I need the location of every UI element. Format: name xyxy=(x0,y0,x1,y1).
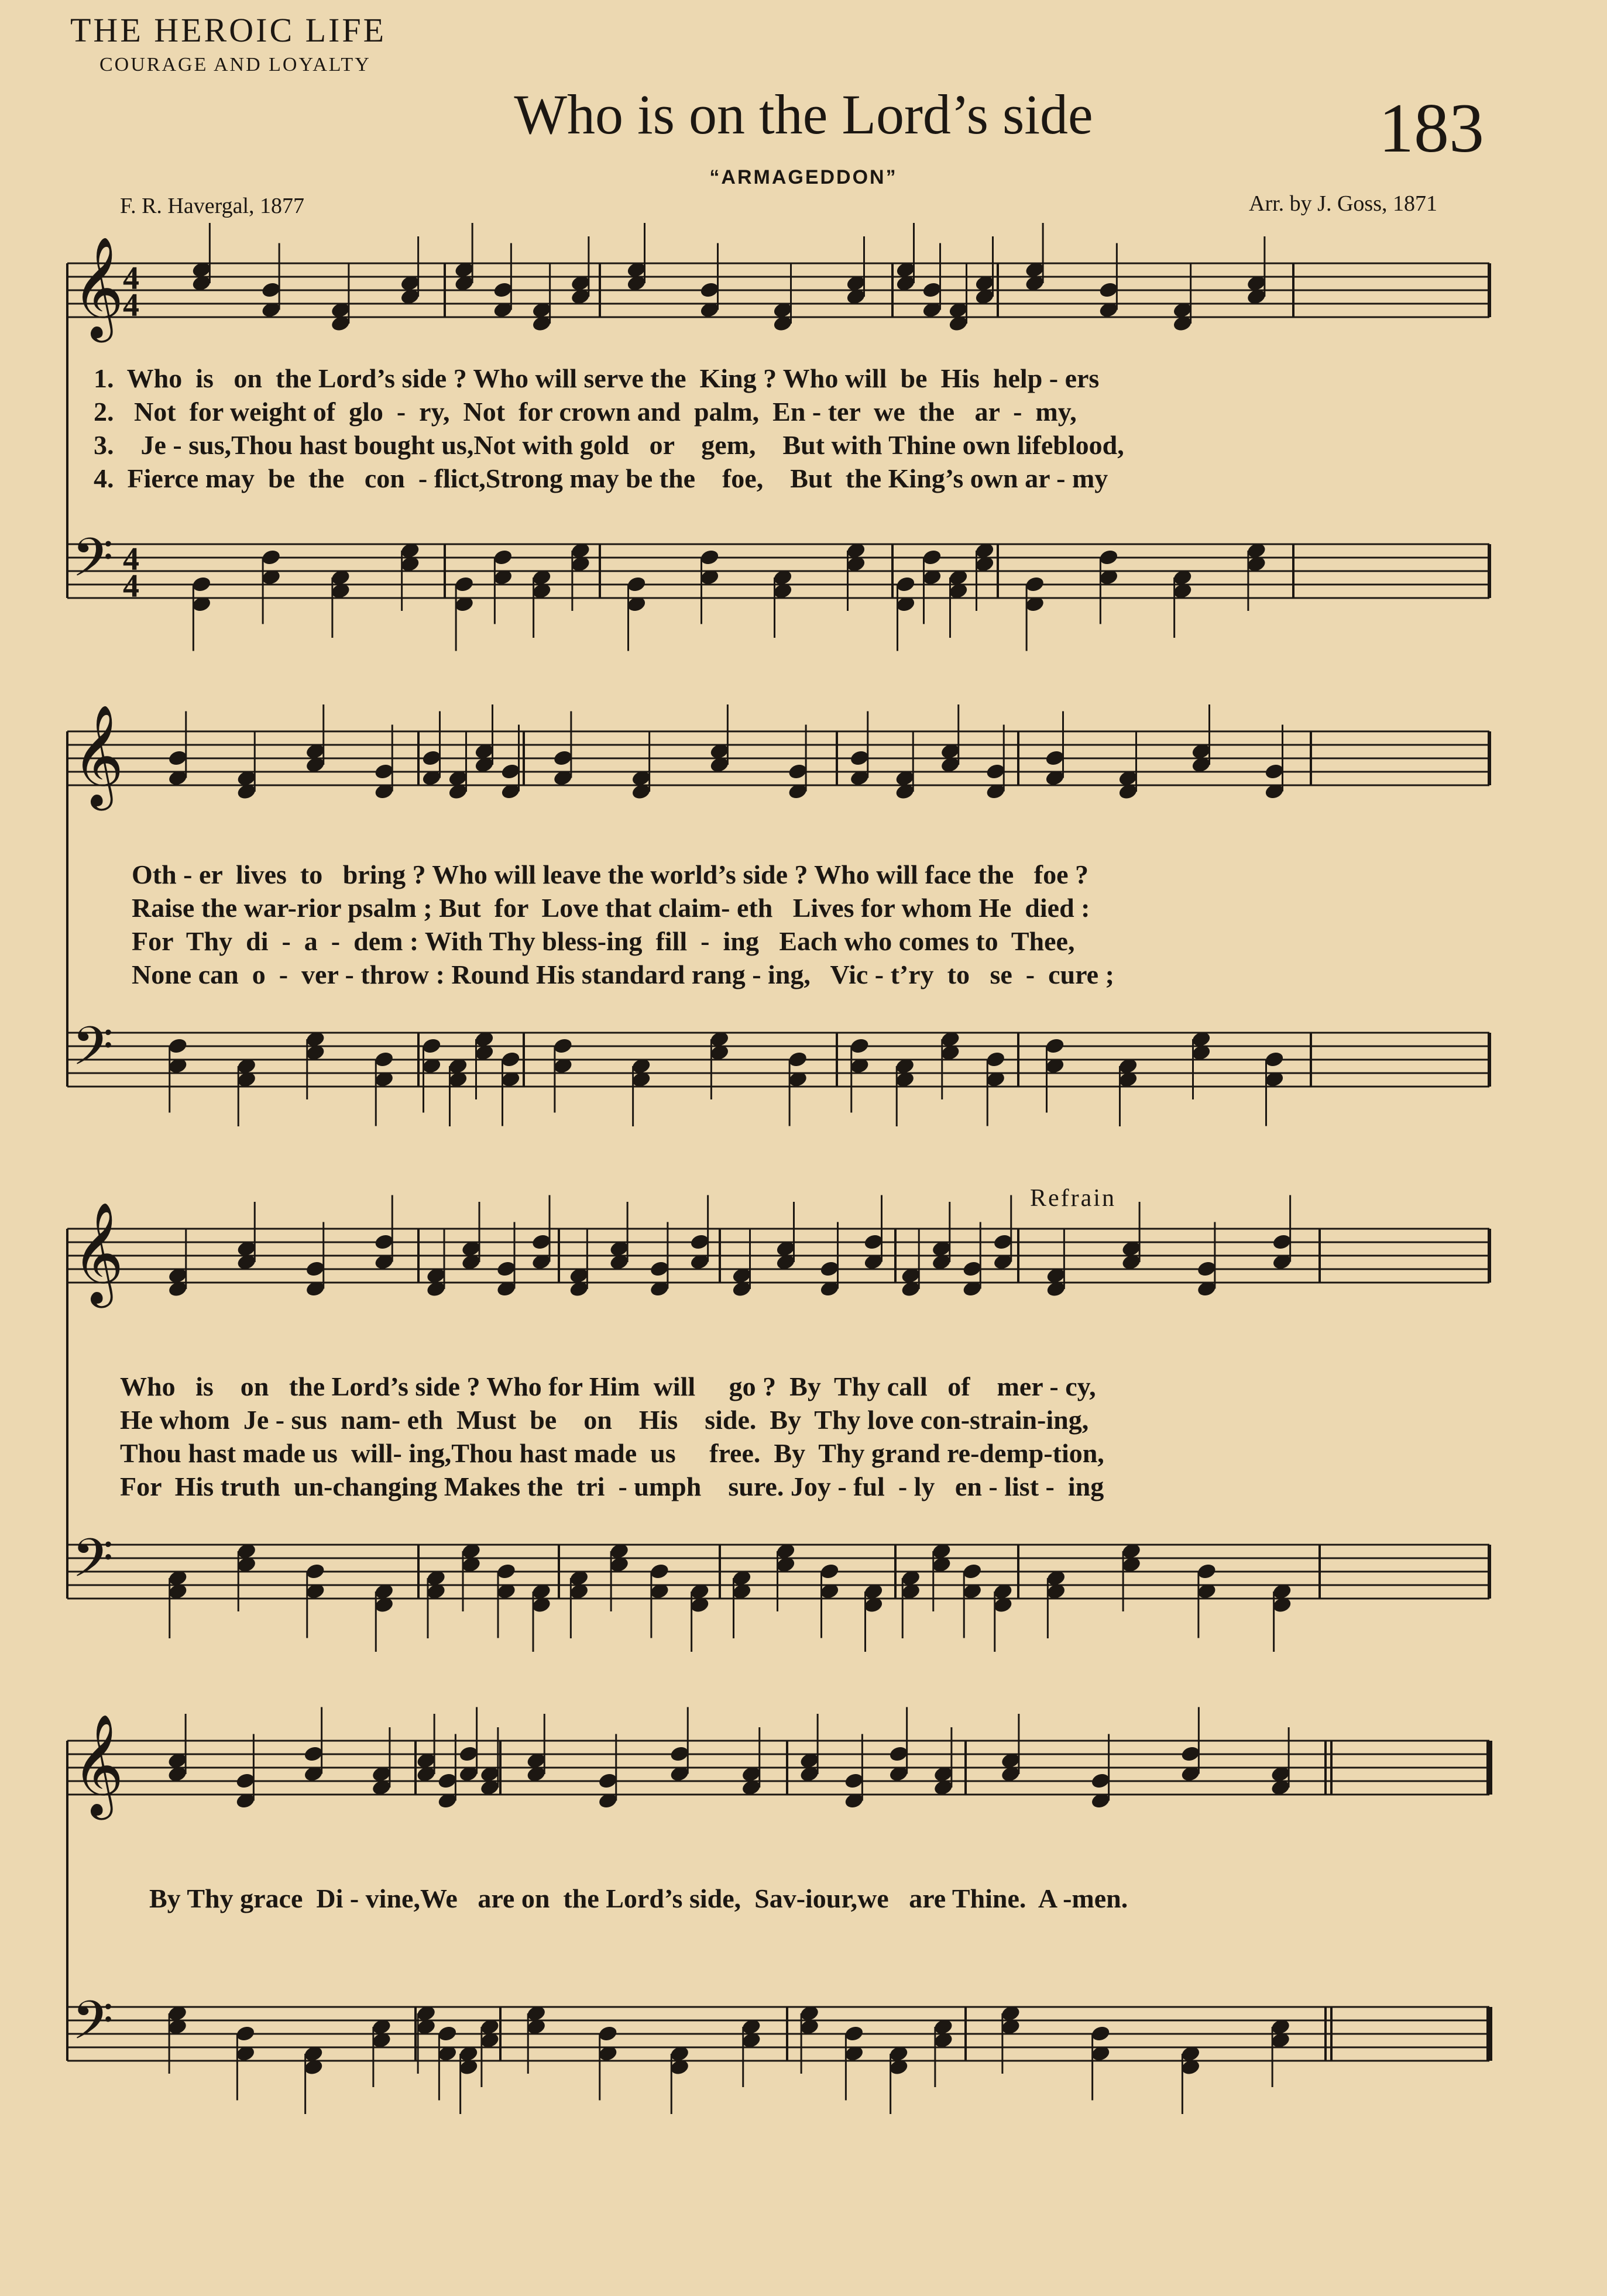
bass-clef-icon: 𝄢 xyxy=(72,1527,114,1602)
subsection-heading: COURAGE AND LOYALTY xyxy=(99,54,371,75)
lyric-line: 4. Fierce may be the con - flict,Strong may be the foe, But the King’s own ar - my xyxy=(94,463,1108,493)
bass-clef-icon: 𝄢 xyxy=(72,527,114,602)
treble-clef-icon: 𝄞 xyxy=(72,704,124,806)
bass-clef-icon: 𝄢 xyxy=(72,1989,114,2064)
lyric-line: 3. Je - sus,Thou hast bought us,Not with gold or gem, But with Thine own lifeblood, xyxy=(94,430,1124,460)
time-signature-digit: 4 xyxy=(123,287,139,324)
bass-clef-icon: 𝄢 xyxy=(72,1015,114,1090)
lyric-line: 1. Who is on the Lord’s side ? Who will serve the King ? Who will be His help - ers xyxy=(94,363,1100,393)
lyric-line: 2. Not for weight of glo - ry, Not for crown and palm, En - ter we the ar - my, xyxy=(94,397,1077,427)
arranger-credit: Arr. by J. Goss, 1871 xyxy=(1249,191,1437,216)
hymn-title: Who is on the Lord’s side xyxy=(514,83,1093,146)
lyric-line: By Thy grace Di - vine,We are on the Lord’s side, Sav-iour,we are Thine. A -men. xyxy=(149,1883,1128,1913)
section-heading: THE HEROIC LIFE xyxy=(70,11,387,49)
treble-clef-icon: 𝄞 xyxy=(72,1714,124,1816)
treble-clef-icon: 𝄞 xyxy=(72,236,124,338)
lyric-line: For His truth un-changing Makes the tri - umph sure. Joy - ful - ly en - list - ing xyxy=(120,1472,1104,1501)
time-signature-digit: 4 xyxy=(123,568,139,604)
lyric-line: Who is on the Lord’s side ? Who for Him will go ? By Thy call of mer - cy, xyxy=(120,1372,1096,1401)
treble-clef-icon: 𝄞 xyxy=(72,1202,124,1304)
hymn-number: 183 xyxy=(1379,89,1484,167)
lyric-line: Thou hast made us will- ing,Thou hast made us free. By Thy grand re-demp-tion, xyxy=(120,1438,1104,1468)
lyric-line: None can o - ver - throw : Round His standard rang - ing, Vic - t’ry to se - cure ; xyxy=(132,960,1114,989)
tune-name: “ARMAGEDDON” xyxy=(709,166,898,188)
lyric-line: Raise the war-rior psalm ; But for Love that claim- eth Lives for whom He died : xyxy=(132,893,1090,923)
lyric-line: Oth - er lives to bring ? Who will leave the world’s side ? Who will face the foe ? xyxy=(132,860,1089,889)
time-signature-digit: 4 xyxy=(123,260,139,297)
time-signature-digit: 4 xyxy=(123,541,139,578)
refrain-label: Refrain xyxy=(1030,1185,1116,1212)
author-credit: F. R. Havergal, 1877 xyxy=(120,194,305,218)
lyric-line: For Thy di - a - dem : With Thy bless-ing fill - ing Each who comes to Thee, xyxy=(132,926,1075,956)
lyric-line: He whom Je - sus nam- eth Must be on His side. By Thy love con-strain-ing, xyxy=(120,1405,1089,1435)
